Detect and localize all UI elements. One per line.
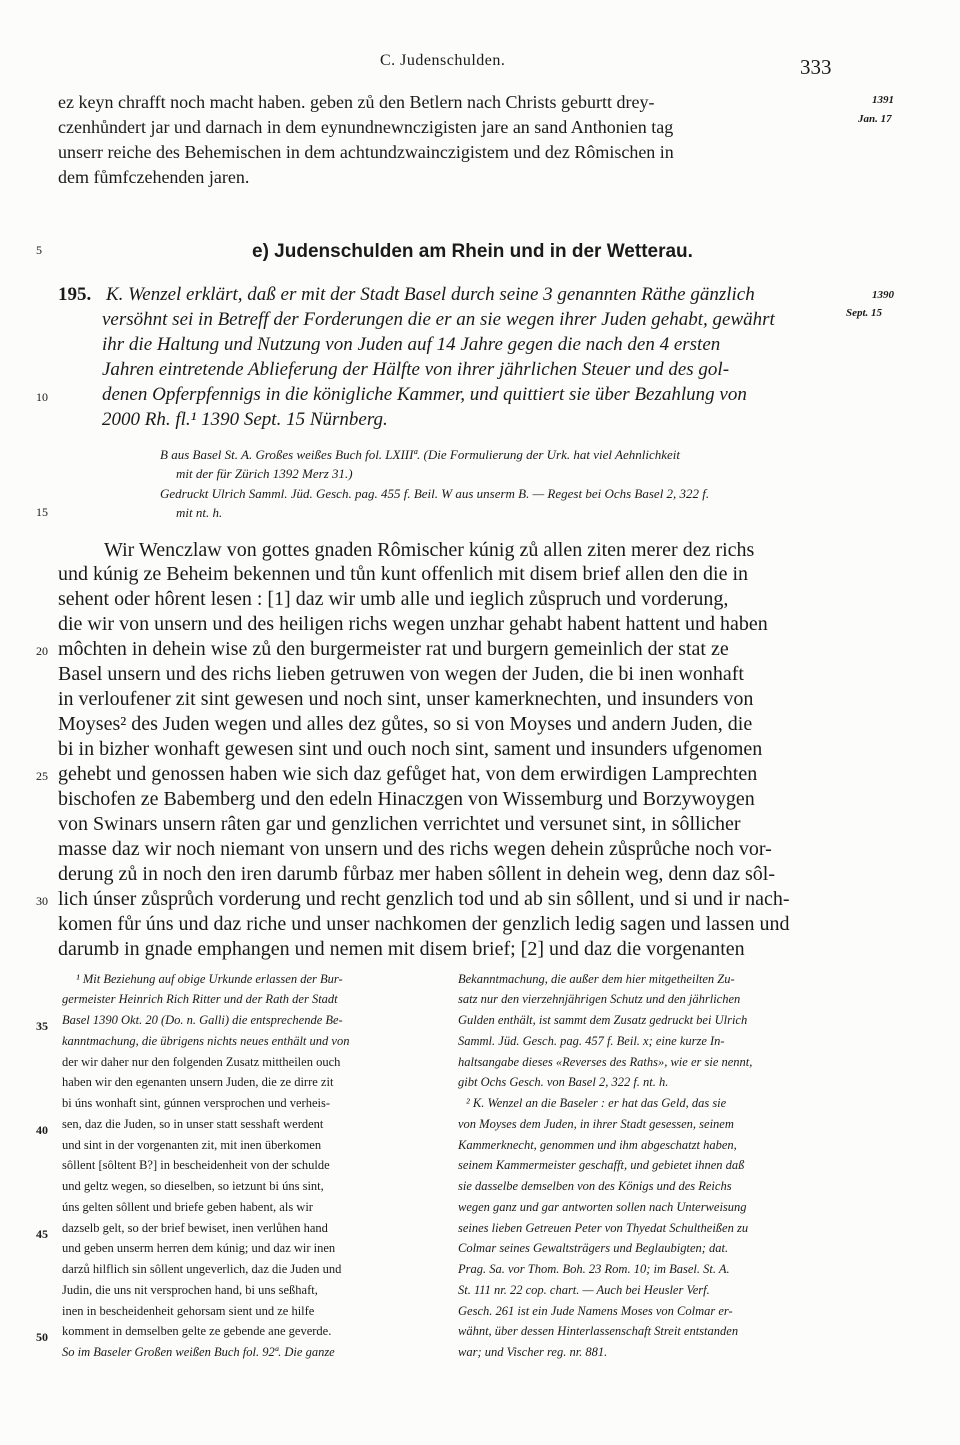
regest-line: denen Opferpfennigs in die königliche Kammer, und quittiert sie über Bezahlung von xyxy=(102,384,747,405)
text-line: bischofen ze Babemberg und den edeln Hinaczgen von Wissemburg und Borzywoygen xyxy=(58,788,755,810)
text-line: Wir Wenczlaw von gottes gnaden Rômischer kúnig zů allen ziten merer dez richs xyxy=(104,539,755,561)
source-line: Gedruckt Ulrich Samml. Jüd. Gesch. pag. 455 f. Beil. W aus unserm B. — Regest bei Ochs Basel 2, 322 f. xyxy=(160,486,710,501)
footnote-line: Prag. Sa. vor Thom. Boh. 23 Rom. 10; im Basel. St. A. xyxy=(458,1262,730,1276)
footnote-line: der wir daher nur den folgenden Zusatz mittheilen ouch xyxy=(62,1055,341,1069)
section-heading: e) Judenschulden am Rhein und in der Wetterau. xyxy=(252,241,693,262)
footnote-line: und sint in der vorgenanten zit, mit inen überkomen xyxy=(62,1138,322,1152)
footnote-line: ² K. Wenzel an die Baseler : er hat das Geld, das sie xyxy=(466,1096,727,1110)
footnote-line: sen, daz die Juden, so in unser statt sesshaft werdent xyxy=(62,1117,324,1131)
footnote-line: Judin, die uns nit versprochen hand, bi uns seßhaft, xyxy=(62,1283,318,1297)
regest-line: 2000 Rh. fl.¹ 1390 Sept. 15 Nürnberg. xyxy=(102,409,388,430)
footnote-line: St. 111 nr. 22 cop. chart. — Auch bei Heusler Verf. xyxy=(458,1283,710,1297)
text-line: czenhůndert jar und darnach in dem eynundnewnczigisten jare an sand Anthonien tag xyxy=(58,117,674,137)
line-number: 20 xyxy=(36,644,48,658)
document-number: 195. xyxy=(58,284,92,305)
footnote-line: bi úns wonhaft sint, gúnnen versprochen und verheis- xyxy=(62,1096,330,1110)
text-line: Moyses² des Juden wegen und alles dez gůtes, so si von Moyses und andern Juden, die xyxy=(58,713,753,735)
footnote-line: seinem Kammermeister geschafft, und gebietet ihnen daß xyxy=(458,1158,745,1172)
text-line: môchten in dehein wise zů den burgermeister rat und burgern gemeinlich der stat ze xyxy=(58,638,729,660)
margin-note-year: 1391 xyxy=(872,94,894,106)
line-number: 35 xyxy=(36,1019,48,1033)
regest-line: Jahren eintretende Ablieferung der Hälfte von ihrer jährlichen Steuer und des gol- xyxy=(102,359,730,380)
footnote-line: war; und Vischer reg. nr. 881. xyxy=(458,1345,608,1359)
text-line: unserr reiche des Behemischen in dem achtundzwainczigistem und dez Rômischen in xyxy=(58,142,674,162)
line-number: 10 xyxy=(36,390,48,404)
line-number: 30 xyxy=(36,894,48,908)
text-line: derung zů in noch den iren darumb fůrbaz mer haben sôllent in dehein weg, denn daz sôl- xyxy=(58,863,775,885)
footnote-line: darzů hilflich sin sôllent ungeverlich, daz die Juden und xyxy=(62,1262,342,1276)
footnote-line: Gesch. 261 ist ein Jude Namens Moses von Colmar er- xyxy=(458,1304,733,1318)
footnote-line: inen in bescheidenheit gehorsam sient und ze hilfe xyxy=(62,1304,315,1318)
footnote-line: von Moyses dem Juden, in ihrer Stadt gesessen, seinem xyxy=(458,1117,734,1131)
line-number: 45 xyxy=(36,1227,48,1241)
running-header-title: C. Judenschulden. xyxy=(380,52,506,69)
footnote-line: seines lieben Getreuen Peter von Thyedat Schultheißen zu xyxy=(458,1221,749,1235)
line-number: 15 xyxy=(36,505,48,519)
margin-note-date: Jan. 17 xyxy=(858,113,892,125)
text-line: die wir von unsern und des heiligen richs wegen unzhar gehabt habent hattent und haben xyxy=(58,613,768,635)
text-line: in verloufener zit sint gewesen und noch sint, unser kamerknechten, und insunders von xyxy=(58,688,754,710)
margin-note-date: Sept. 15 xyxy=(846,307,883,319)
footnote-line: sie dasselbe demselben von des Königs und des Reichs xyxy=(458,1179,732,1193)
footnote-line: So im Baseler Großen weißen Buch fol. 92ª. Die ganze xyxy=(62,1345,335,1359)
text-line: dem fůmfczehenden jaren. xyxy=(58,167,250,187)
regest-line: versöhnt sei in Betreff der Forderungen die er an sie wegen ihrer Juden gehabt, gewährt xyxy=(102,309,775,330)
text-line: Basel unsern und des richs lieben getruwen von wegen der Juden, die bi inen wonhaft xyxy=(58,663,744,685)
footnote-line: Basel 1390 Okt. 20 (Do. n. Galli) die entsprechende Be- xyxy=(62,1013,343,1027)
text-line: und kúnig ze Beheim bekennen und tůn kunt offenlich mit disem brief allen den die in xyxy=(58,563,749,585)
regest-line: ihr die Haltung und Nutzung von Juden auf 14 Jahre gegen die nach den 4 ersten xyxy=(102,334,721,355)
text-line: darumb in gnade emphangen und nemen mit disem brief; [2] und daz die vorgenanten xyxy=(58,938,745,960)
margin-note-year: 1390 xyxy=(872,289,894,301)
footnote-line: Gulden enthält, ist sammt dem Zusatz gedruckt bei Ulrich xyxy=(458,1013,748,1027)
footnote-line: und geben unserm herren dem kúnig; und daz wir inen xyxy=(62,1241,336,1255)
footnote-line: kanntmachung, die übrigens nichts neues enthält und von xyxy=(62,1034,350,1048)
line-number: 50 xyxy=(36,1330,48,1344)
text-line: ez keyn chrafft noch macht haben. geben zů den Betlern nach Christs geburtt drey- xyxy=(58,92,655,112)
text-line: masse daz wir noch niemant von unsern und des richs wegen dehein zůsprůche noch vor- xyxy=(58,838,772,860)
footnote-line: satz nur den vierzehnjährigen Schutz und den jährlichen xyxy=(458,992,741,1006)
text-line: gehebt und genossen haben wie sich daz gefůget hat, von dem erwirdigen Lamprechten xyxy=(58,763,758,785)
regest-line: K. Wenzel erklärt, daß er mit der Stadt Basel durch seine 3 genannten Räthe gänzlich xyxy=(106,284,755,305)
source-line: mit nt. h. xyxy=(176,505,223,520)
footnote-line: komment in demselben gelte ze gebende ane geverde. xyxy=(62,1324,332,1338)
source-line: mit der für Zürich 1392 Merz 31.) xyxy=(176,466,353,481)
text-line: sehent oder hôrent lesen : [1] daz wir umb alle und ieglich zůspruch und vorderung, xyxy=(58,588,729,610)
line-number: 5 xyxy=(36,243,42,257)
footnote-line: haben wir den egenanten unsern Juden, die ze dirre zit xyxy=(62,1075,334,1089)
text-line: lich únser zůsprůch vorderung und recht genzlich tod und ab sin sôllent, und si und ir nach- xyxy=(58,888,790,910)
line-number: 25 xyxy=(36,769,48,783)
footnote-line: und geltz wegen, so dieselben, so ietzunt bi úns sint, xyxy=(62,1179,324,1193)
footnote-line: Kammerknecht, genommen und ihm abgeschatzt haben, xyxy=(458,1138,737,1152)
footnote-line: úns gelten sôllent und briefe geben habent, als wir xyxy=(62,1200,313,1214)
line-number: 40 xyxy=(36,1123,48,1137)
footnote-line: Colmar seines Gewaltsträgers und Beglaubigten; dat. xyxy=(458,1241,729,1255)
footnote-line: sôllent [sôltent B?] in bescheidenheit von der schulde xyxy=(62,1158,330,1172)
footnote-line: wegen ganz und gar antworten sollen nach Unterweisung xyxy=(458,1200,747,1214)
footnote-line: Samml. Jüd. Gesch. pag. 457 f. Beil. x; eine kurze In- xyxy=(458,1034,725,1048)
footnote-line: germeister Heinrich Rich Ritter und der Rath der Stadt xyxy=(62,992,338,1006)
page-number: 333 xyxy=(800,55,832,79)
text-line: komen fůr úns und daz riche und unser nachkomen der genzlich ledig sagen und lassen und xyxy=(58,913,790,935)
footnote-line: haltsangabe dieses «Reverses des Raths», wie er sie nennt, xyxy=(458,1055,753,1069)
footnote-line: dazselb gelt, so der brief bewiset, inen verlůhen hand xyxy=(62,1221,328,1235)
footnote-line: ¹ Mit Beziehung auf obige Urkunde erlassen der Bur- xyxy=(76,972,343,986)
footnote-line: wähnt, über dessen Hinterlassenschaft Streit entstanden xyxy=(458,1324,739,1338)
text-line: von Swinars unsern râten gar und genzlichen verrichtet und versunet sint, in sôllicher xyxy=(58,813,741,835)
footnote-line: Bekanntmachung, die außer dem hier mitgetheilten Zu- xyxy=(458,972,735,986)
footnote-line: gibt Ochs Gesch. von Basel 2, 322 f. nt. h. xyxy=(458,1075,669,1089)
text-line: bi in bizher wonhaft gewesen sint und ouch noch sint, sament und insunders ufgenomen xyxy=(58,738,763,760)
source-line: B aus Basel St. A. Großes weißes Buch fol. LXIIIª. (Die Formulierung der Urk. hat viel Aehnlichkeit xyxy=(160,447,680,462)
